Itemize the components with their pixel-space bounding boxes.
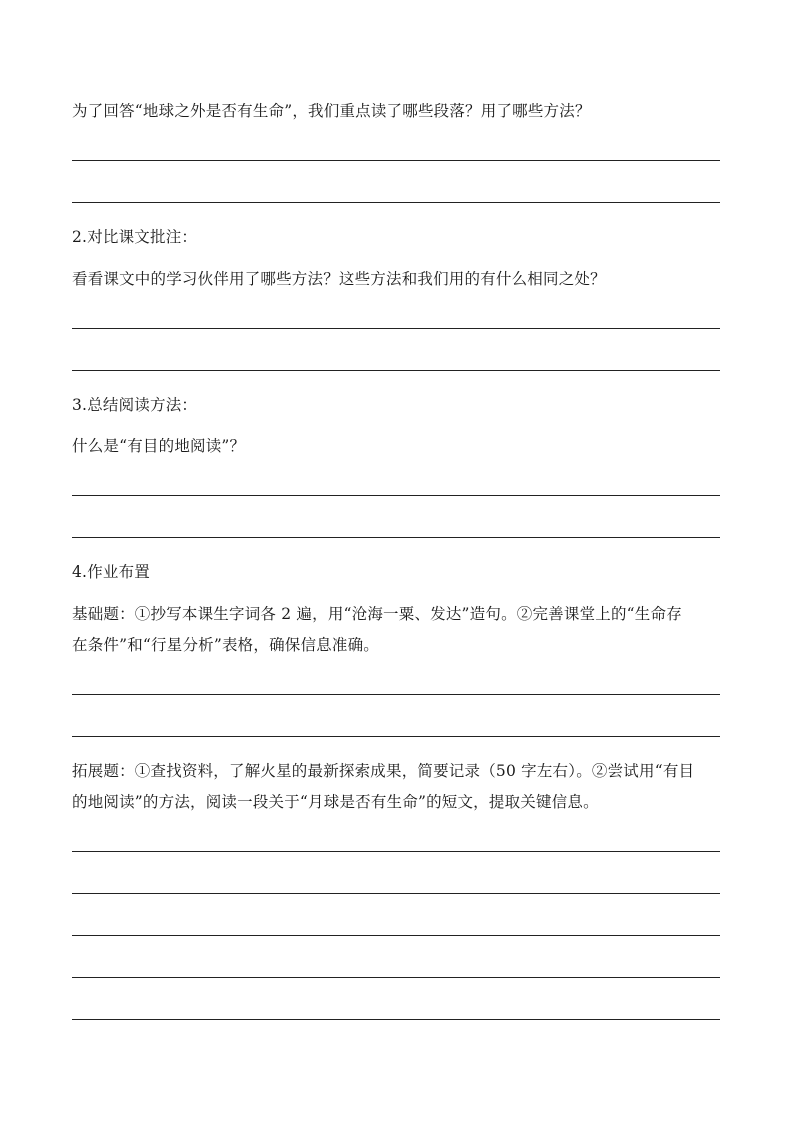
extension-task-line-2: 的地阅读”的方法，阅读一段关于“月球是否有生命”的短文，提取关键信息。 xyxy=(72,793,599,811)
intro-question: 为了回答“地球之外是否有生命”，我们重点读了哪些段落？用了哪些方法？ xyxy=(72,102,591,120)
section-3-heading: 3.总结阅读方法： xyxy=(72,396,198,414)
answer-line xyxy=(72,160,720,161)
basic-task-line-2: 在条件”和“行星分析”表格，确保信息准确。 xyxy=(72,636,379,654)
answer-line xyxy=(72,977,720,978)
answer-line xyxy=(72,1019,720,1020)
answer-line xyxy=(72,370,720,371)
answer-line xyxy=(72,495,720,496)
answer-line xyxy=(72,694,720,695)
answer-line xyxy=(72,935,720,936)
basic-task-line-1: 基础题：①抄写本课生字词各 2 遍，用“沧海一粟、发达”造句。②完善课堂上的“生命存 xyxy=(72,605,682,623)
answer-line xyxy=(72,893,720,894)
section-2-question: 看看课文中的学习伙伴用了哪些方法？这些方法和我们用的有什么相同之处？ xyxy=(72,270,606,288)
answer-line xyxy=(72,328,720,329)
extension-task-line-1: 拓展题：①查找资料，了解火星的最新探索成果，简要记录（50 字左右）。②尝试用“有目 xyxy=(72,762,695,780)
answer-line xyxy=(72,851,720,852)
answer-line xyxy=(72,537,720,538)
section-2-heading: 2.对比课文批注： xyxy=(72,228,198,246)
section-3-question: 什么是“有目的地阅读”？ xyxy=(72,437,246,455)
section-4-heading: 4.作业布置 xyxy=(72,563,150,581)
answer-line xyxy=(72,202,720,203)
answer-line xyxy=(72,736,720,737)
